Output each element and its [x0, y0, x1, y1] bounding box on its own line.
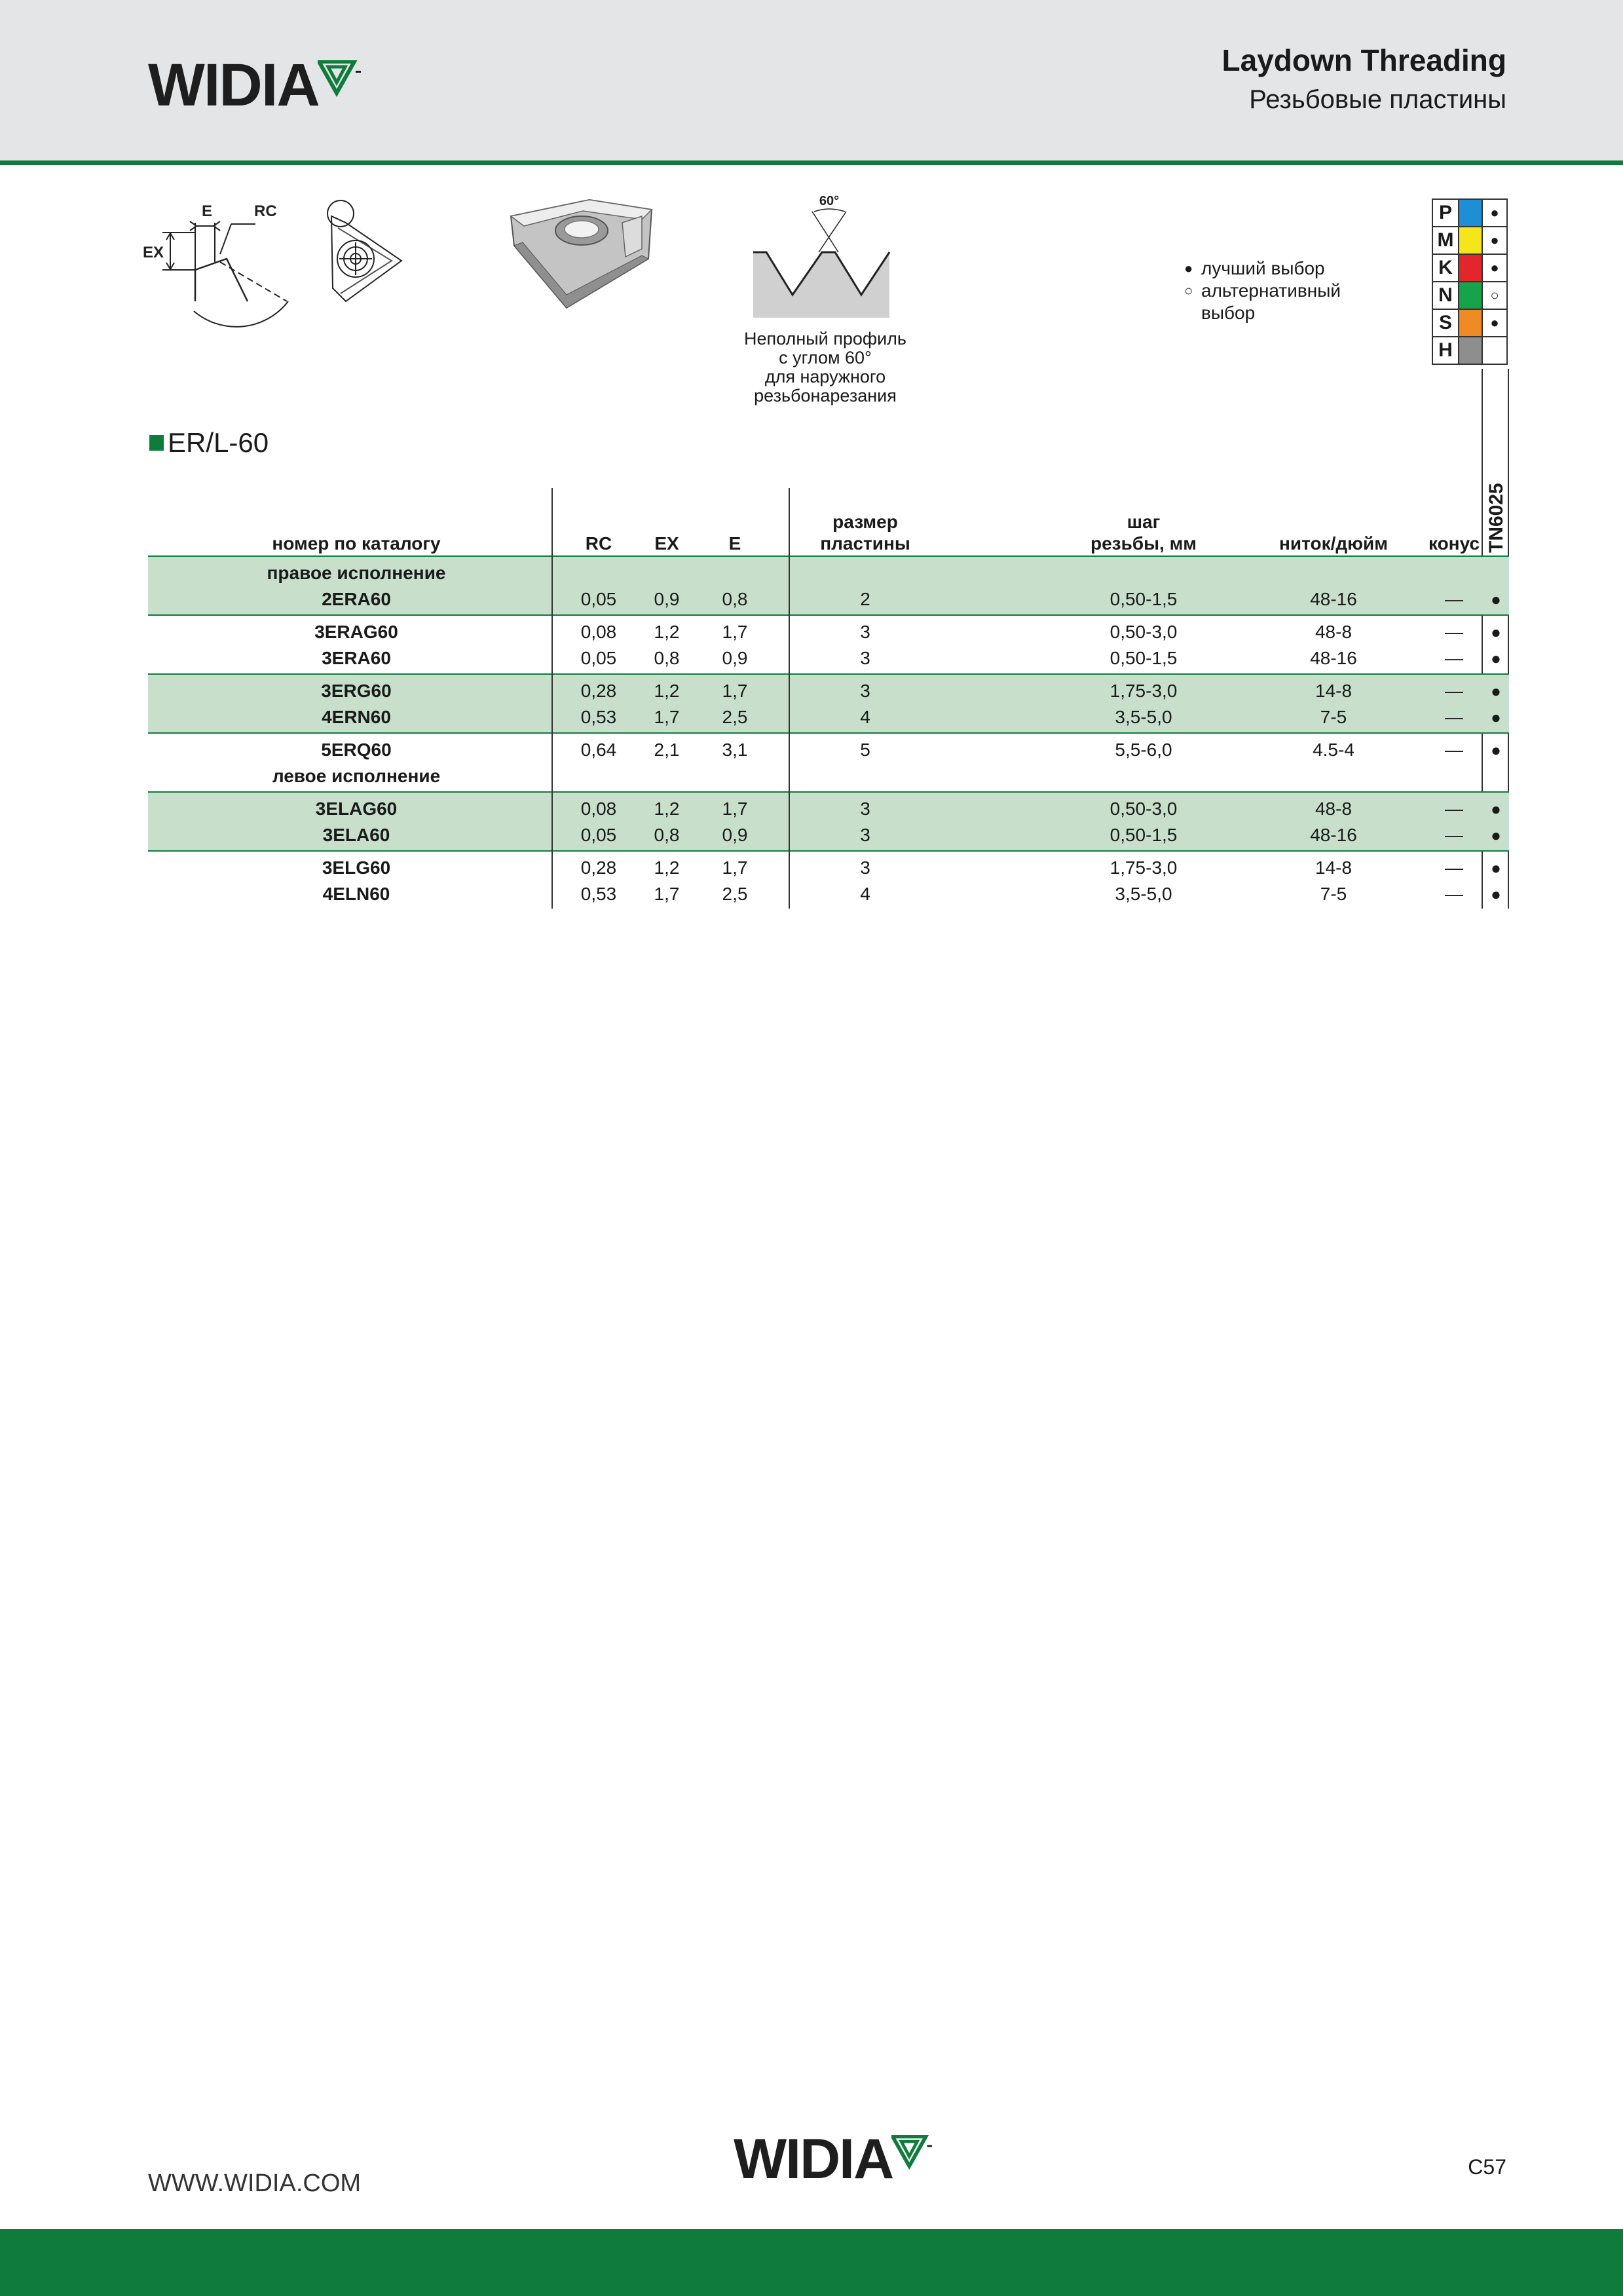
- cone-value: —: [1445, 648, 1463, 668]
- header-grade: [1485, 483, 1509, 555]
- catalog-number: 4ELN60: [322, 884, 390, 904]
- material-letter: H: [1432, 337, 1459, 364]
- material-letter: M: [1432, 227, 1459, 254]
- insert-size: 3: [860, 648, 870, 668]
- grade-dot-icon: ●: [1491, 799, 1501, 819]
- threads-per-inch: 14-8: [1315, 857, 1352, 878]
- material-row: [1432, 254, 1507, 282]
- rc-value: 0,53: [580, 707, 617, 727]
- thread-pitch: 3,5-5,0: [1115, 884, 1172, 904]
- ex-value: 0,8: [654, 648, 680, 668]
- rc-value: 0,64: [580, 740, 617, 760]
- caption-line: для наружного: [764, 367, 886, 386]
- cone-value: [1419, 560, 1489, 586]
- footer-logo-triangle-icon: [891, 2135, 932, 2170]
- material-letter: K: [1432, 254, 1459, 282]
- threads-per-inch: 48-16: [1310, 589, 1357, 609]
- section-title-text: ER/L-60: [168, 427, 269, 458]
- section-title: [149, 427, 269, 459]
- header-size-2: пластины: [820, 533, 910, 554]
- header-rc: RC: [585, 533, 612, 554]
- legend-alternative: [1184, 280, 1341, 302]
- material-color-swatch: [1459, 282, 1482, 309]
- grade-dot-icon: ●: [1491, 884, 1501, 904]
- title-english: Laydown Threading: [1222, 43, 1506, 77]
- grade-dot-icon: ●: [1491, 681, 1501, 701]
- ex-value: 0,9: [654, 589, 680, 609]
- table-row-group: [148, 852, 1509, 909]
- thread-pitch: [1058, 763, 1229, 789]
- cone-value: —: [1445, 740, 1463, 760]
- grade-dot-icon: ●: [1491, 740, 1501, 760]
- header-pitch-2: резьбы, мм: [1091, 533, 1197, 554]
- threads-per-inch: 48-8: [1315, 622, 1352, 642]
- rc-value: 0,28: [580, 857, 617, 878]
- insert-size: 3: [860, 681, 870, 701]
- cone-value: —: [1445, 622, 1463, 642]
- header-rule: [0, 160, 1623, 165]
- table-row: [148, 704, 1509, 730]
- ex-value: [633, 763, 701, 789]
- header-pitch-1: шаг: [1127, 512, 1161, 532]
- grade-dot-icon: [1483, 763, 1509, 789]
- page-number: C57: [1468, 2155, 1506, 2179]
- ex-value: 1,2: [654, 799, 680, 819]
- e-value: 0,8: [722, 589, 748, 609]
- profile-caption: [714, 329, 937, 405]
- empty-dot-icon: ○: [1184, 282, 1193, 299]
- grade-dot-icon: ●: [1491, 825, 1501, 845]
- table-row: [148, 881, 1509, 907]
- rc-value: 0,05: [580, 589, 617, 609]
- footer-bar: [0, 2229, 1623, 2296]
- rc-value: [565, 763, 633, 789]
- catalog-number: 3ELA60: [322, 825, 390, 845]
- cone-value: —: [1445, 799, 1463, 819]
- filled-dot-icon: ●: [1482, 309, 1507, 337]
- insert-size: 4: [860, 884, 870, 904]
- cone-value: —: [1445, 589, 1463, 609]
- caption-line: резьбонарезания: [754, 386, 897, 405]
- thread-pitch: [1058, 560, 1229, 586]
- product-table: [148, 483, 1509, 909]
- table-row: [148, 822, 1509, 848]
- material-row: [1432, 199, 1507, 227]
- e-value: 0,9: [722, 825, 748, 845]
- table-row: [148, 737, 1509, 763]
- e-value: 0,9: [722, 648, 748, 668]
- insert-size: 3: [860, 857, 870, 878]
- insert-size: [777, 560, 954, 586]
- dim-ex-label: EX: [143, 244, 164, 261]
- material-row: [1432, 227, 1507, 254]
- footer-widia-logo: [734, 2128, 932, 2191]
- table-row-group: [148, 675, 1509, 734]
- material-color-swatch: [1459, 227, 1482, 254]
- table-row: [148, 855, 1509, 881]
- table-row: [148, 560, 1509, 586]
- widia-logo: [148, 52, 361, 119]
- grade-dot-icon: ●: [1491, 858, 1501, 878]
- material-row: [1432, 282, 1507, 309]
- table-body: [148, 557, 1509, 909]
- material-letter: N: [1432, 282, 1459, 309]
- rc-value: [565, 560, 633, 586]
- rc-value: 0,53: [580, 884, 617, 904]
- dim-rc-label: RC: [254, 202, 277, 220]
- catalog-number: правое исполнение: [267, 563, 446, 583]
- header-grade-label: TN6025: [1485, 483, 1507, 553]
- header-e: E: [728, 533, 741, 554]
- table-row: [148, 619, 1509, 645]
- rc-value: 0,28: [580, 681, 617, 701]
- ex-value: 1,2: [654, 622, 680, 642]
- logo-wordmark: WIDIA: [148, 52, 319, 119]
- empty-dot-icon: ○: [1482, 282, 1507, 309]
- material-row: [1432, 309, 1507, 337]
- header-size: [777, 511, 954, 554]
- material-color-swatch: [1459, 199, 1482, 227]
- table-header: [148, 483, 1509, 557]
- ex-value: 1,2: [654, 857, 680, 878]
- insert-size: 3: [860, 622, 870, 642]
- rc-value: 0,08: [580, 622, 617, 642]
- dimension-diagram: [143, 197, 300, 337]
- material-letter: P: [1432, 199, 1459, 227]
- caption-line: Неполный профиль: [744, 329, 906, 348]
- ex-value: 1,7: [654, 707, 680, 727]
- thread-pitch: 1,75-3,0: [1110, 681, 1178, 701]
- ex-value: [633, 560, 701, 586]
- catalog-number: 3ELG60: [322, 857, 391, 878]
- catalog-number: 2ERA60: [322, 589, 391, 609]
- filled-dot-icon: ●: [1482, 254, 1507, 282]
- thread-pitch: 3,5-5,0: [1115, 707, 1172, 727]
- thread-pitch: 1,75-3,0: [1110, 857, 1178, 878]
- page-header: [0, 0, 1623, 160]
- logo-triangle-icon: [318, 60, 361, 97]
- cone-value: —: [1445, 825, 1463, 845]
- legend-best: [1184, 257, 1341, 280]
- threads-per-inch: [1248, 560, 1419, 586]
- e-value: 2,5: [722, 707, 748, 727]
- header-title: [1222, 41, 1506, 119]
- catalog-number: 3ERAG60: [314, 622, 398, 642]
- thread-pitch: 0,50-3,0: [1110, 622, 1178, 642]
- material-color-swatch: [1459, 309, 1482, 337]
- catalog-number: левое исполнение: [272, 766, 441, 786]
- threads-per-inch: 48-16: [1310, 825, 1357, 845]
- cone-value: —: [1445, 884, 1463, 904]
- table-row: [148, 796, 1509, 822]
- angle-label: 60°: [819, 194, 840, 208]
- table-row-group: [148, 793, 1509, 852]
- insert-size: 3: [860, 799, 870, 819]
- legend-best-label: лучший выбор: [1201, 258, 1325, 278]
- legend: [1184, 257, 1341, 324]
- header-cone: конус: [1428, 533, 1480, 554]
- legend-alternative-cont: [1184, 302, 1341, 324]
- e-value: 2,5: [722, 884, 748, 904]
- thread-pitch: 5,5-6,0: [1115, 740, 1172, 760]
- e-value: 1,7: [722, 681, 748, 701]
- e-value: [701, 560, 769, 586]
- insert-size: 5: [860, 740, 870, 760]
- thread-pitch: 0,50-1,5: [1110, 825, 1178, 845]
- material-color-swatch: [1459, 337, 1482, 364]
- catalog-number: 4ERN60: [322, 707, 391, 727]
- green-square-icon: [149, 435, 164, 451]
- threads-per-inch: 7-5: [1320, 884, 1347, 904]
- grade-dot-icon: ●: [1491, 622, 1501, 642]
- e-value: [701, 763, 769, 789]
- material-row: [1432, 337, 1507, 364]
- catalog-number: 5ERQ60: [321, 740, 392, 760]
- dim-e-label: E: [201, 202, 213, 220]
- catalog-number: 3ERG60: [321, 681, 392, 701]
- filled-dot-icon: ●: [1184, 260, 1193, 276]
- material-color-swatch: [1459, 254, 1482, 282]
- threads-per-inch: 14-8: [1315, 681, 1352, 701]
- threads-per-inch: 48-8: [1315, 799, 1352, 819]
- e-value: 3,1: [722, 740, 748, 760]
- filled-dot-icon: [1482, 337, 1507, 364]
- table-row-group: [148, 557, 1509, 616]
- legend-alt-label: альтернативный: [1201, 280, 1341, 301]
- cone-value: [1419, 763, 1489, 789]
- table-row-group: [148, 734, 1509, 793]
- catalog-number: 3ERA60: [322, 648, 391, 668]
- e-value: 1,7: [722, 799, 748, 819]
- footer-url[interactable]: WWW.WIDIA.COM: [148, 2170, 362, 2197]
- ex-value: 2,1: [654, 740, 680, 760]
- insert-3d-image: [504, 197, 655, 314]
- insert-size: 4: [860, 707, 870, 727]
- e-value: 1,7: [722, 857, 748, 878]
- insert-size: 2: [860, 589, 870, 609]
- material-letter: S: [1432, 309, 1459, 337]
- header-size-1: размер: [832, 512, 898, 532]
- filled-dot-icon: ●: [1482, 227, 1507, 254]
- cone-value: —: [1445, 707, 1463, 727]
- ex-value: 1,2: [654, 681, 680, 701]
- ex-value: 0,8: [654, 825, 680, 845]
- legend-alt-label-2: выбор: [1201, 303, 1256, 323]
- grade-dot-icon: ●: [1491, 707, 1501, 727]
- thread-pitch: 0,50-1,5: [1110, 589, 1178, 609]
- grade-dot-icon: ●: [1491, 590, 1501, 609]
- rc-value: 0,05: [580, 648, 617, 668]
- threads-per-inch: [1248, 763, 1419, 789]
- threads-per-inch: 7-5: [1320, 707, 1347, 727]
- grade-dot-icon: ●: [1491, 649, 1501, 668]
- ex-value: 1,7: [654, 884, 680, 904]
- insert-size: 3: [860, 825, 870, 845]
- thread-profile-diagram: [747, 193, 904, 318]
- table-row: [148, 645, 1509, 671]
- cone-value: —: [1445, 681, 1463, 701]
- e-value: 1,7: [722, 622, 748, 642]
- threads-per-inch: 4.5-4: [1313, 740, 1354, 760]
- table-divider: [551, 488, 553, 909]
- header-ex: EX: [654, 533, 679, 554]
- header-tpi: ниток/дюйм: [1279, 533, 1388, 554]
- rc-value: 0,05: [580, 825, 617, 845]
- table-row: [148, 586, 1509, 612]
- catalog-number: 3ELAG60: [315, 799, 398, 819]
- title-russian: Резьбовые пластины: [1249, 85, 1506, 114]
- header-catalog: номер по каталогу: [272, 533, 441, 554]
- threads-per-inch: 48-16: [1310, 648, 1357, 668]
- insert-top-view-diagram: [320, 197, 411, 311]
- insert-size: [777, 763, 954, 789]
- thread-pitch: 0,50-1,5: [1110, 648, 1178, 668]
- filled-dot-icon: ●: [1482, 199, 1507, 227]
- rc-value: 0,08: [580, 799, 617, 819]
- cone-value: —: [1445, 857, 1463, 878]
- material-grid: [1432, 198, 1508, 365]
- table-row: [148, 678, 1509, 704]
- header-pitch: [1058, 511, 1229, 554]
- table-row: [148, 763, 1509, 789]
- thread-pitch: 0,50-3,0: [1110, 799, 1178, 819]
- table-divider: [789, 488, 790, 909]
- grade-dot-icon: [1483, 560, 1509, 586]
- footer-logo-wordmark: WIDIA: [734, 2128, 893, 2191]
- table-row-group: [148, 616, 1509, 675]
- caption-line: с углом 60°: [779, 348, 872, 367]
